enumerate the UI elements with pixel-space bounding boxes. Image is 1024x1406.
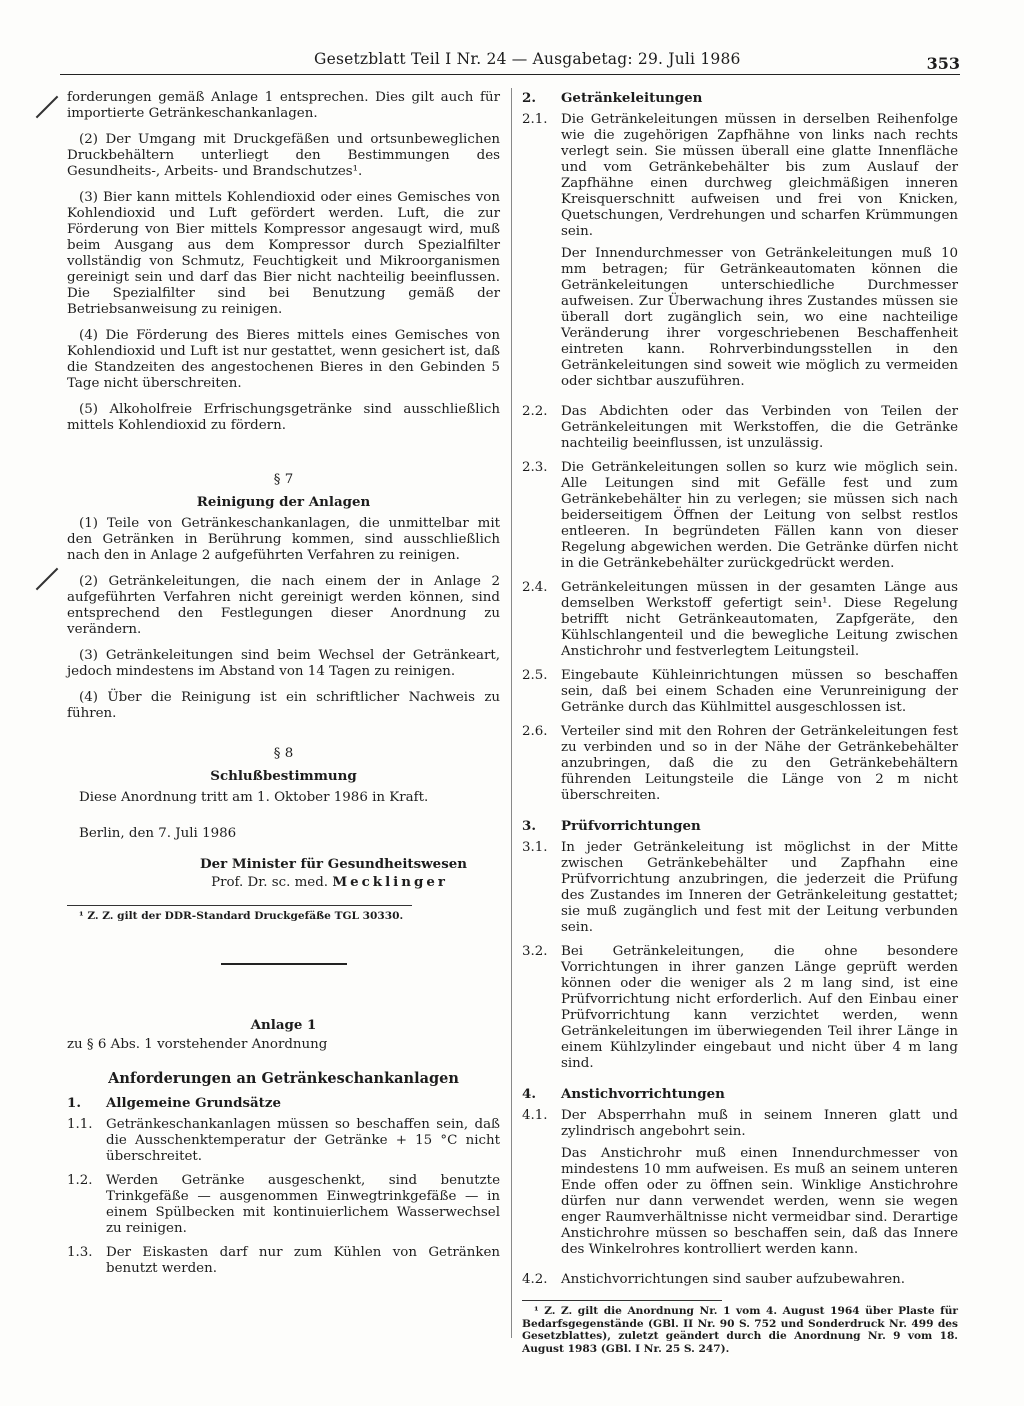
item-number: 2.5. [522, 668, 548, 683]
item-number: 3.1. [522, 840, 548, 855]
annex-heading: Anforderungen an Getränkeschankanlagen [108, 1069, 459, 1087]
paragraph: (3) Bier kann mittels Kohlendioxid oder eines Gemisches von Kohlendioxid und Luft gefördert werden. Luft, die zur Förderung von Bier mittels Kompressor angesaugt wird, muß beim Ausgang aus dem Kompressor durch Spezialfilter vollständig von Schmutz, Feuchtigkeit und Mikroorganismen gereinigt sein und darf das Bier nicht nachteilig beeinflussen. Die Spezialfilter sind bei Benutzung gemäß der Betriebsanweisung zu reinigen. [67, 190, 500, 317]
paragraph: (4) Die Förderung des Bieres mittels eines Gemisches von Kohlendioxid und Luft ist nur gestattet, wenn gesichert ist, daß die Standzeiten des angestochenen Bieres in den Gebinden 5 Tage nicht überschreiten. [67, 328, 500, 391]
item-number: 2.4. [522, 580, 548, 595]
column-divider [511, 88, 512, 1338]
footnote: ¹ Z. Z. gilt der DDR-Standard Druckgefäße TGL 30330. [79, 910, 404, 922]
paragraph: forderungen gemäß Anlage 1 entsprechen. Dies gilt auch für importierte Getränkeschankanlagen. [67, 90, 500, 121]
margin-mark [36, 568, 59, 591]
list-item [522, 112, 958, 396]
annex-reference: zu § 6 Abs. 1 vorstehender Anordnung [67, 1036, 328, 1052]
place-date: Berlin, den 7. Juli 1986 [79, 826, 237, 841]
item-text: Verteiler sind mit den Rohren der Getränkeleitungen fest zu verbinden und so in der Nähe der Getränkebehälter anzubringen, daß die zu den Getränkebehältern führenden Leitungsteile die Länge von 2 m nicht überschreiten. [561, 724, 958, 803]
item-number: 2.2. [522, 404, 548, 419]
item-number: 3.2. [522, 944, 548, 959]
right-column [522, 90, 958, 1355]
section-num: 2. [522, 90, 536, 106]
annex-title: Anlage 1 [250, 1016, 317, 1033]
paragraph: (3) Getränkeleitungen sind beim Wechsel der Getränkeart, jedoch mindestens im Abstand von 14 Tagen zu reinigen. [67, 648, 500, 679]
section-num: 4. [522, 1086, 536, 1102]
page-header [60, 40, 960, 75]
paragraph: (5) Alkoholfreie Erfrischungsgetränke sind ausschließlich mittels Kohlendioxid zu fördern. [67, 402, 500, 433]
footnote-rule [67, 905, 412, 906]
section-title: Reinigung der Anlagen [196, 494, 371, 510]
item-body [561, 1108, 958, 1264]
item-text: Das Anstichrohr muß einen Innendurchmesser von mindestens 10 mm aufweisen. Es muß an seinem unteren Ende offen oder zu öffnen sein. Winklige Anstichrohre dürfen nur dann verwendet werden, wenn sie wegen enger Raumverhältnisse nicht vermeidbar sind. Derartige Anstichrohre müssen so beschaffen sein, daß das Innere des Winkelrohres kontrolliert werden kann. [561, 1146, 958, 1257]
item-number: 1.3. [67, 1244, 93, 1260]
separator-rule [221, 963, 347, 965]
section-heading [522, 1086, 958, 1102]
item-number: 2.3. [522, 460, 548, 475]
signer-prefix: Prof. Dr. sc. med. [211, 875, 329, 890]
section-number: § 8 [273, 746, 294, 761]
section-label: Getränkeleitungen [561, 90, 703, 106]
footnote-rule [522, 1300, 722, 1301]
list-item [67, 1173, 500, 1237]
list-item [67, 1117, 500, 1165]
item-text: Der Eiskasten darf nur zum Kühlen von Getränken benutzt werden. [106, 1244, 500, 1276]
left-column [67, 90, 500, 1285]
signer-name: Mecklinger [332, 874, 448, 890]
list-item [522, 840, 958, 936]
section-num: 3. [522, 818, 536, 834]
list-item [67, 1245, 500, 1277]
item-text: Getränkeleitungen müssen in der gesamten Länge aus demselben Werkstoff gefertigt sein¹. Diese Regelung betrifft nicht Getränkeautomaten, Zapfgeräte, den Kühlschlangenteil und die bewegliche Leitung zwischen Anstichrohr und festverlegtem Leitungsteil. [561, 580, 958, 659]
item-text: Eingebaute Kühleinrichtungen müssen so beschaffen sein, daß bei einem Schaden eine Verunreinigung der Getränke durch das Kühlmittel ausgeschlossen ist. [561, 668, 958, 715]
section-label: Prüfvorrichtungen [561, 818, 701, 834]
footnote: ¹ Z. Z. gilt die Anordnung Nr. 1 vom 4. August 1964 über Plaste für Bedarfsgegenstände (GBl. II Nr. 90 S. 752 und Sonderdruck Nr. 499 des Gesetzblattes), zuletzt geändert durch die Anordnung Nr. 9 vom 18. August 1983 (GBl. I Nr. 25 S. 247). [522, 1305, 958, 1355]
section-num: 1. [67, 1094, 81, 1111]
margin-mark [36, 96, 59, 119]
item-text: Die Getränkeleitungen sollen so kurz wie möglich sein. Alle Leitungen sind mit Gefälle fest und zum Getränkebehälter hin zu verlegen; sie müssen sich nach beiderseitigem Öffnen der Leitung von selbst restlos entleeren. In begründeten Fällen kann von dieser Regelung abgewichen werden. Die Getränke dürfen nicht in die Getränkebehälter zurückgedrückt werden. [561, 460, 958, 571]
list-item [522, 724, 958, 804]
signature-line [67, 874, 500, 891]
item-text: Bei Getränkeleitungen, die ohne besondere Vorrichtungen in ihrer ganzen Länge geprüft werden können oder die weniger als 2 m lang sind, ist eine Prüfvorrichtung nicht erforderlich. Auf den Einbau einer Prüfvorrichtung kann verzichtet werden, wenn Getränkeleitungen im überwiegenden Teil ihrer Länge in einem Kühlzylinder eingebaut und nicht über 4 m lang sind. [561, 944, 958, 1071]
list-item [522, 668, 958, 716]
item-number: 2.6. [522, 724, 548, 739]
list-item [522, 1272, 958, 1288]
section-heading [67, 1095, 500, 1111]
paragraph: (2) Der Umgang mit Druckgefäßen und ortsunbeweglichen Druckbehältern unterliegt den Bestimmungen des Gesundheits-, Arbeits- und Brandschutzes¹. [67, 132, 500, 179]
section-number: § 7 [273, 472, 294, 487]
list-item [522, 460, 958, 572]
item-text: Anstichvorrichtungen sind sauber aufzubewahren. [561, 1272, 906, 1287]
item-number: 4.1. [522, 1108, 548, 1123]
minister-title: Der Minister für Gesundheitswesen [200, 856, 467, 872]
item-text: Getränkeschankanlagen müssen so beschaffen sein, daß die Ausschenktemperatur der Getränke + 15 °C nicht überschreitet. [106, 1116, 500, 1164]
header-title: Gesetzblatt Teil I Nr. 24 — Ausgabetag: 29. Juli 1986 [314, 50, 741, 68]
section-heading [522, 90, 958, 106]
page-number: 353 [926, 54, 960, 73]
paragraph: (1) Teile von Getränkeschankanlagen, die unmittelbar mit den Getränken in Berührung kommen, sind ausschließlich nach den in Anlage 2 aufgeführten Verfahren zu reinigen. [67, 516, 500, 563]
section-heading [522, 818, 958, 834]
item-text: Der Innendurchmesser von Getränkeleitungen muß 10 mm betragen; für Getränkeautomaten können die Getränkeleitungen unterschiedliche Durchmesser aufweisen. Zur Überwachung ihres Zustandes müssen sie überall dort zugänglich sein, wo eine nachteilige Veränderung ihrer vorgeschriebenen Beschaffenheit eintreten kann. Rohrverbindungsstellen in den Getränkeleitungen sind soweit wie möglich zu vermeiden oder sichtbar auszuführen. [561, 246, 958, 389]
item-text: Das Abdichten oder das Verbinden von Teilen der Getränkeleitungen mit Werkstoffen, die die Getränke nachteilig beeinflussen, ist unzulässig. [561, 404, 958, 451]
list-item [522, 404, 958, 452]
list-item [522, 1108, 958, 1264]
item-text: Werden Getränke ausgeschenkt, sind benutzte Trinkgefäße — ausgenommen Einwegtrinkgefäße — in einem Spülbecken mit kontinuierlichem Wasserwechsel zu reinigen. [106, 1172, 500, 1236]
paragraph: (4) Über die Reinigung ist ein schriftlicher Nachweis zu führen. [67, 690, 500, 721]
item-number: 2.1. [522, 112, 548, 127]
item-body [561, 112, 958, 396]
paragraph: Diese Anordnung tritt am 1. Oktober 1986 in Kraft. [79, 790, 429, 805]
item-text: In jeder Getränkeleitung ist möglichst in der Mitte zwischen Getränkebehälter und Zapfhahn eine Prüfvorrichtung anzubringen, die jederzeit die Prüfung des Zustandes im Inneren der Getränkeleitung gestattet; sie muß zugänglich und fest mit der Leitung verbunden sein. [561, 840, 958, 935]
item-number: 1.1. [67, 1116, 93, 1132]
paragraph: (2) Getränkeleitungen, die nach einem der in Anlage 2 aufgeführten Verfahren nicht gereinigt werden können, sind entsprechend den Festlegungen dieser Anordnung zu verändern. [67, 574, 500, 637]
item-number: 4.2. [522, 1272, 548, 1287]
section-title: Schlußbestimmung [210, 768, 357, 784]
list-item [522, 944, 958, 1072]
item-number: 1.2. [67, 1172, 93, 1188]
section-label: Allgemeine Grundsätze [106, 1094, 281, 1111]
item-text: Der Absperrhahn muß in seinem Inneren glatt und zylindrisch angebohrt sein. [561, 1108, 958, 1139]
section-label: Anstichvorrichtungen [561, 1086, 725, 1102]
list-item [522, 580, 958, 660]
item-text: Die Getränkeleitungen müssen in derselben Reihenfolge wie die zugehörigen Zapfhähne von links nach rechts verlegt sein. Sie müssen überall eine glatte Innenfläche und vom Getränkebehälter bis zum Auslauf der Zapfhähne einen durchweg gleichmäßigen inneren Kreisquerschnitt aufweisen und frei von Knicken, Quetschungen, Verdrehungen und scharfen Krümmungen sein. [561, 112, 958, 239]
